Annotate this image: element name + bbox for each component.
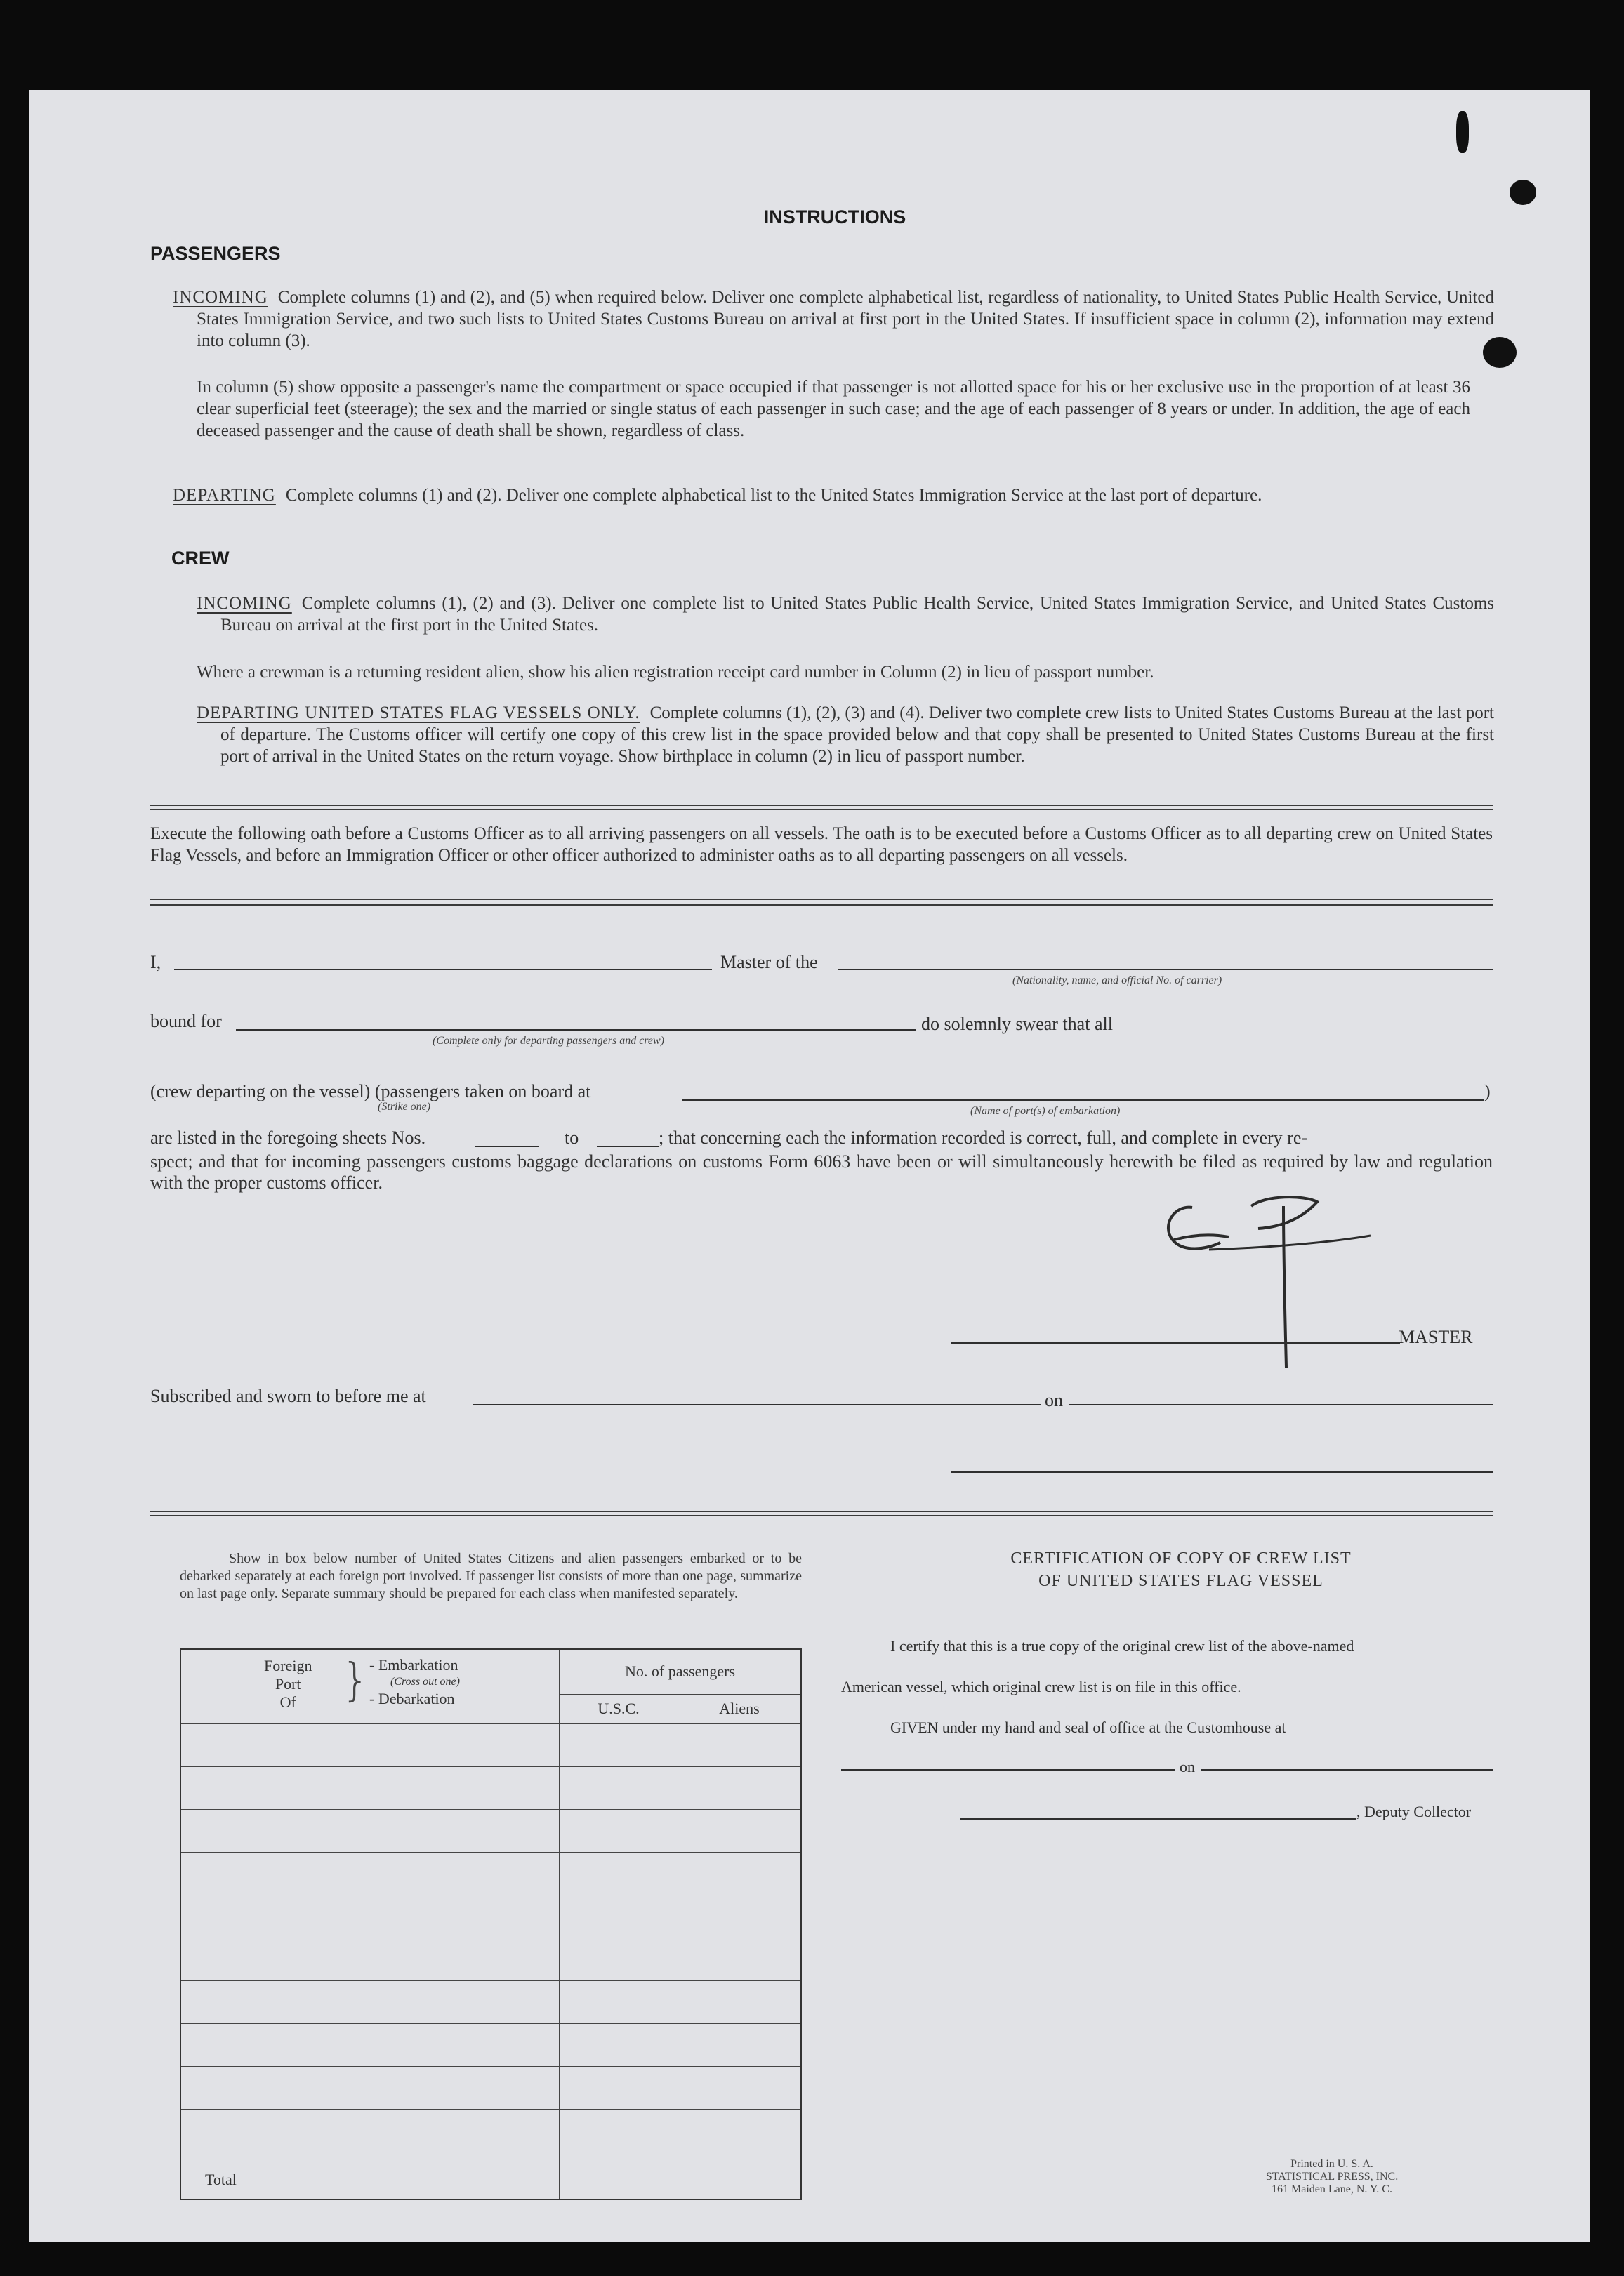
page-title: INSTRUCTIONS [763,206,906,227]
passengers-heading: PASSENGERS [150,243,281,264]
passenger-summary-table [180,1648,802,2200]
port-cell[interactable] [180,2109,560,2152]
divider [150,805,1493,806]
strike-one-caption: (Strike one) [378,1101,431,1113]
carrier-caption: (Nationality, name, and official No. of carrier) [1012,974,1222,986]
port-caption: (Name of port(s) of embarkation) [970,1105,1121,1117]
sworn-date-field[interactable] [1069,1404,1493,1405]
document-page [29,90,1590,2242]
ink-blot [1510,180,1536,205]
listed-to-label: to [565,1127,579,1148]
port-cell[interactable] [180,1938,560,1980]
passengers-departing-paragraph [173,484,1494,506]
aliens-cell[interactable] [678,1938,802,1980]
port-cell[interactable] [180,1766,560,1809]
divider [150,904,1493,906]
passengers-departing-text: Complete columns (1) and (2). Deliver one complete alphabetical list to the United States Immigration Service at the last port of departure. [285,486,1262,505]
departing-caption: (Complete only for departing passengers and crew) [433,1035,665,1047]
subscribed-label: Subscribed and sworn to before me at [150,1386,426,1406]
printer-line-3: 161 Maiden Lane, N. Y. C. [1272,2183,1392,2195]
master-signature-line[interactable] [951,1342,1400,1344]
bound-for-field[interactable] [236,1029,916,1031]
divider [150,809,1493,810]
do-swear-label: do solemnly swear that all [921,1014,1113,1034]
listed-statement: ; that concerning each the information recorded is correct, full, and complete in every re- [659,1127,1308,1148]
total-label: Total [180,2152,560,2199]
officer-signature-line[interactable] [951,1471,1493,1473]
usc-cell[interactable] [560,1852,678,1895]
embarkation-port-field[interactable] [682,1099,1484,1101]
usc-cell[interactable] [560,1809,678,1852]
closing-paren: ) [1484,1081,1491,1101]
oath-intro: Execute the following oath before a Customs Officer as to all arriving passengers on all vessels. The oath is to be executed before a Customs Officer as to all departing crew on United States Flag Vessels, and before an Immigration Officer or other officer authorized to administer oaths as to all departing passengers on all vessels. [150,824,1493,865]
debarkation-option[interactable]: - Debarkation [369,1690,455,1707]
port-cell[interactable] [180,1895,560,1938]
printer-line-2: STATISTICAL PRESS, INC. [1265,2171,1399,2183]
certification-line-1: I certify that this is a true copy of the original crew list of the above-named [890,1637,1354,1655]
aliens-cell[interactable] [678,1809,802,1852]
master-signature [1146,1185,1378,1396]
port-cell[interactable] [180,1809,560,1852]
foreign-label: Foreign [264,1657,312,1674]
port-cell[interactable] [180,2066,560,2109]
aliens-total-cell[interactable] [678,2152,802,2199]
certification-title [869,1547,1493,1592]
usc-cell[interactable] [560,1766,678,1809]
passengers-incoming-text: Complete columns (1) and (2), and (5) when required below. Deliver one complete alphabetical list, regardless of nationality, to United States Public Health Service, United States Immigration Service, and two such lists to United States Customs Bureau on arrival at first port in the United States. If insufficient space in column (2), information may extend into column (3). [197,288,1494,350]
aliens-cell[interactable] [678,1980,802,2023]
printer-imprint [1237,2158,1427,2196]
sheet-from-field[interactable] [475,1146,539,1147]
certification-on-label: on [1180,1758,1195,1775]
aliens-cell[interactable] [678,1895,802,1938]
divider [150,899,1493,900]
usc-header: U.S.C. [560,1694,678,1723]
certification-line-2: American vessel, which original crew list is on file in this office. [841,1678,1241,1695]
sworn-place-field[interactable] [473,1404,1041,1405]
no-passengers-header: No. of passengers [560,1649,802,1694]
foreign-port-header [180,1649,560,1723]
aliens-cell[interactable] [678,1723,802,1766]
customhouse-field[interactable] [841,1769,1175,1771]
summary-instructions: Show in box below number of United States Citizens and alien passengers embarked or to be debarked separately at each foreign port involved. If passenger list consists of more than one page, summarize on last page only. Separate summary should be prepared for each class when manifested separately. [180,1551,802,1601]
certification-title-line-1: CERTIFICATION OF COPY OF CREW LIST [1010,1549,1352,1568]
aliens-cell[interactable] [678,2109,802,2152]
port-cell[interactable] [180,1852,560,1895]
crew-passengers-label: (crew departing on the vessel) (passengers taken on board at [150,1081,591,1101]
usc-cell[interactable] [560,2109,678,2152]
aliens-cell[interactable] [678,2066,802,2109]
crew-departing-paragraph [197,702,1494,767]
certification-date-field[interactable] [1201,1769,1493,1771]
usc-cell[interactable] [560,2023,678,2066]
crew-departing-label: DEPARTING UNITED STATES FLAG VESSELS ONLY. [197,703,640,722]
cross-out-note: (Cross out one) [390,1676,460,1688]
usc-cell[interactable] [560,1895,678,1938]
crew-incoming-paragraph [197,593,1494,636]
sworn-on-label: on [1045,1390,1063,1410]
ink-blot [1456,111,1469,153]
passengers-incoming-label: INCOMING [173,288,268,307]
embarkation-option[interactable]: - Embarkation [369,1656,458,1674]
deputy-collector-label: , Deputy Collector [1356,1803,1472,1820]
usc-cell[interactable] [560,2066,678,2109]
master-label: MASTER [1399,1327,1473,1347]
certification-line-3: GIVEN under my hand and seal of office at the Customhouse at [890,1719,1286,1736]
master-of-the-label: Master of the [720,952,818,972]
passengers-incoming-paragraph [173,286,1494,352]
crew-heading: CREW [171,548,230,569]
usc-total-cell[interactable] [560,2152,678,2199]
port-cell[interactable] [180,1980,560,2023]
crew-incoming-text: Complete columns (1), (2) and (3). Deliver one complete list to United States Public Health Service, United States Immigration Service, and United States Customs Bureau on arrival at the first port in the United States. [220,594,1494,635]
port-cell[interactable] [180,1723,560,1766]
aliens-cell[interactable] [678,1852,802,1895]
passengers-departing-label: DEPARTING [173,486,276,505]
deputy-signature-line[interactable] [960,1818,1356,1820]
carrier-field[interactable] [838,969,1493,970]
port-label: Port [275,1675,301,1693]
aliens-header: Aliens [678,1694,802,1723]
crew-resident-paragraph: Where a crewman is a returning resident alien, show his alien registration receipt card number in Column (2) in lieu of passport number. [197,663,1154,682]
crew-incoming-label: INCOMING [197,594,292,613]
brace-icon: } [341,1655,370,1707]
divider [150,1511,1493,1512]
column5-paragraph: In column (5) show opposite a passenger's name the compartment or space occupied if that passenger is not allotted space for his or her exclusive use in the proportion of at least 36 clear superficial feet (steerage); the sex and the married or single status of each passenger in such case; and the age of each passenger of 8 years or under. In addition, the age of each deceased passenger and the cause of death shall be shown, regardless of class. [197,378,1470,440]
bound-for-label: bound for [150,1011,222,1031]
listed-statement-rest: spect; and that for incoming passengers customs baggage declarations on customs Form 6063 have been or will simultaneously herewith be filed as required by law and regulation with the proper customs officer. [150,1151,1493,1193]
master-name-field[interactable] [174,969,712,970]
crew-departing-text: Complete columns (1), (2), (3) and (4). Deliver two complete crew lists to United States Customs Bureau at the last port of departure. The Customs officer will certify one copy of this crew list in the space provided below and that copy shall be presented to United States Customs Bureau at the first port of arrival in the United States on the return voyage. Show birthplace in column (2) in lieu of passport number. [220,703,1494,766]
usc-cell[interactable] [560,1980,678,2023]
printer-line-1: Printed in U. S. A. [1290,2158,1373,2170]
aliens-cell[interactable] [678,2023,802,2066]
divider [150,1515,1493,1516]
usc-cell[interactable] [560,1723,678,1766]
usc-cell[interactable] [560,1938,678,1980]
of-label: Of [279,1693,296,1711]
certification-title-line-2: OF UNITED STATES FLAG VESSEL [1038,1572,1323,1590]
aliens-cell[interactable] [678,1766,802,1809]
sheet-to-field[interactable] [597,1146,659,1147]
oath-i-label: I, [150,952,161,972]
listed-sheets-label: are listed in the foregoing sheets Nos. [150,1127,426,1148]
port-cell[interactable] [180,2023,560,2066]
